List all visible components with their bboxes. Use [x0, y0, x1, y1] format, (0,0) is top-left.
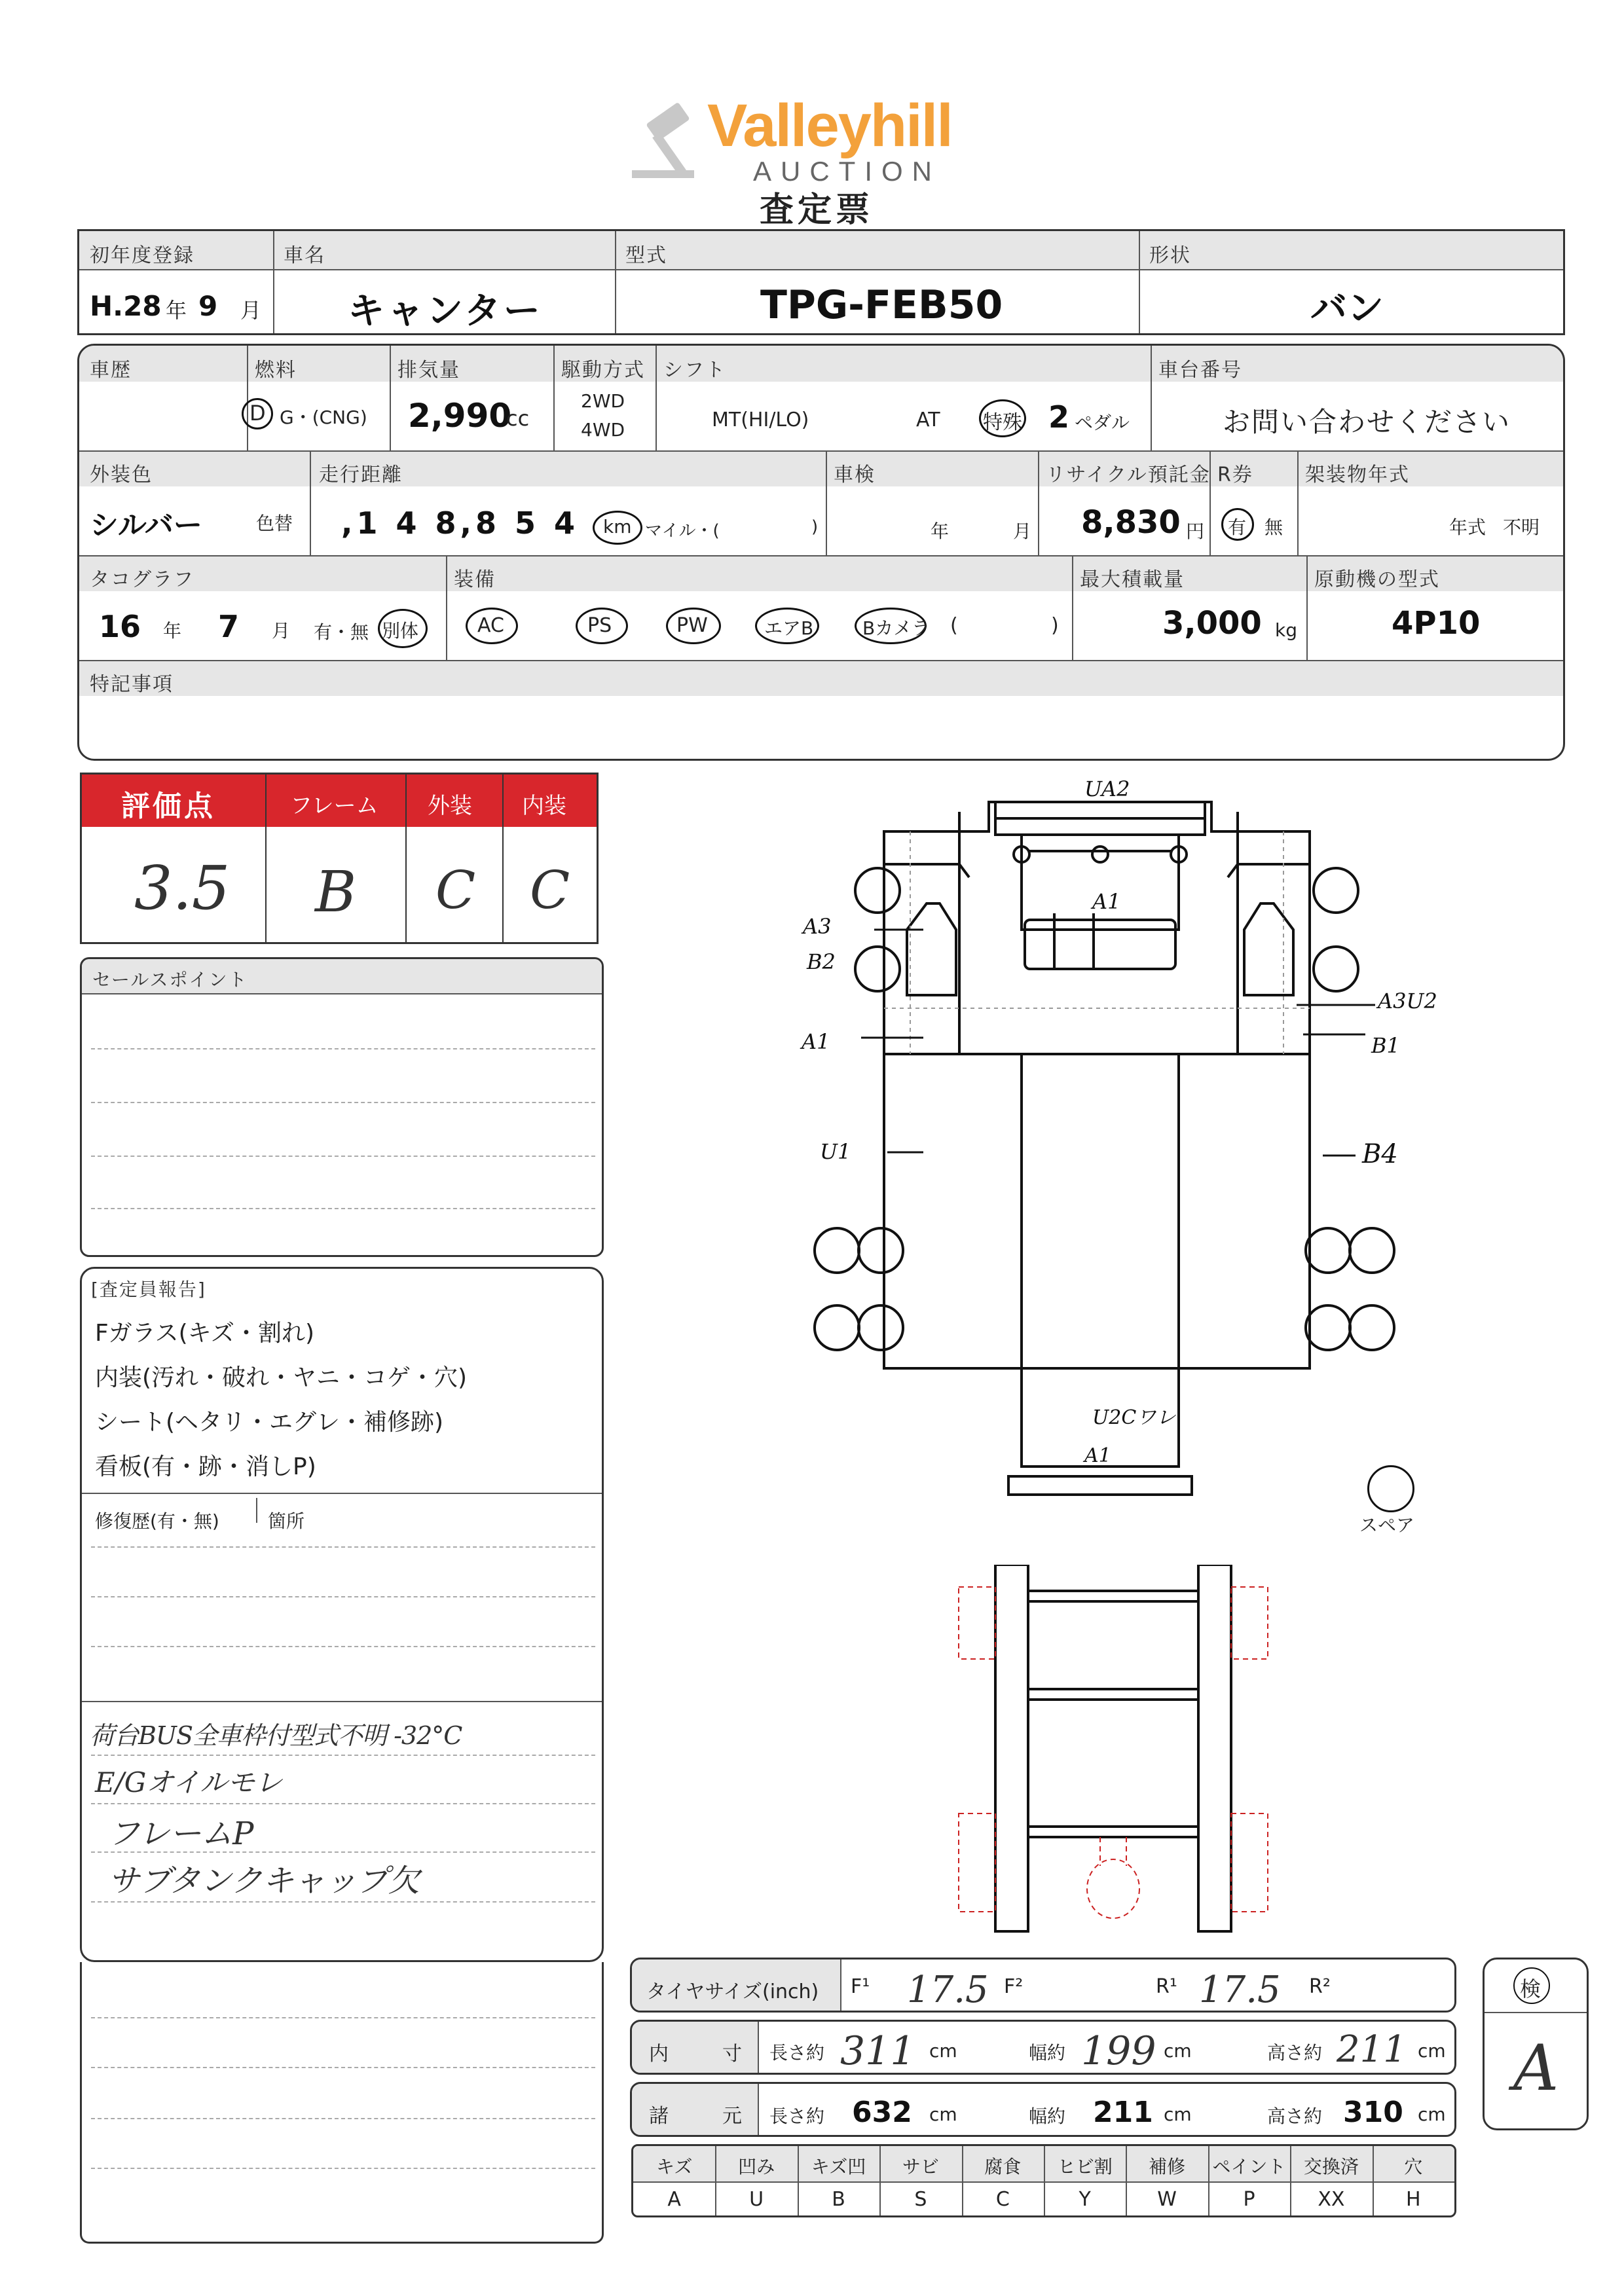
displacement-label: 排気量 — [397, 359, 460, 382]
body-year-unknown: 不明 — [1503, 517, 1540, 538]
equip-paren-close: ) — [1051, 614, 1059, 637]
vehicle-info-table — [77, 229, 1565, 335]
hand-note-1: 荷台BUS全車枠付型式不明 -32°C — [90, 1721, 462, 1750]
engine-label: 原動機の型式 — [1314, 568, 1440, 591]
inner-width-unit: cm — [1164, 2040, 1192, 2062]
car-name: キャンター — [348, 290, 543, 333]
repair-label: 修復歴(有・無) — [95, 1510, 219, 1532]
legend-name: ペイント — [1212, 2156, 1286, 2178]
tire-f1-label: F¹ — [851, 1975, 870, 1998]
equip-ps: PS — [587, 614, 612, 637]
body-shape: バン — [1310, 287, 1384, 330]
grade-label: 評価点 — [121, 790, 215, 823]
fuel-others: G・(CNG) — [280, 407, 367, 428]
legend-name: 交換済 — [1303, 2156, 1359, 2178]
dims-width-unit: cm — [1164, 2104, 1192, 2125]
dims-label-2: 元 — [722, 2105, 742, 2128]
inner-height-unit: cm — [1418, 2040, 1446, 2062]
mileage-value: ,1 4 8,8 5 4 — [341, 505, 580, 541]
inspector-box — [1483, 1958, 1589, 2130]
inspection-month: 月 — [1013, 520, 1032, 542]
vin-value: お問い合わせください — [1223, 406, 1511, 438]
rticket-yes: 有 — [1228, 517, 1247, 538]
notes-area — [80, 1962, 604, 2244]
shift-at: AT — [916, 409, 940, 431]
shift-label: シフト — [663, 359, 726, 382]
tacho-month: 7 — [218, 609, 240, 644]
damage-legend — [631, 2144, 1456, 2217]
displacement-value: 2,990 — [408, 397, 512, 435]
inner-width-value: 199 — [1081, 2028, 1156, 2074]
body-year-unit: 年式 — [1449, 517, 1486, 538]
first-reg-month: 9 — [198, 290, 218, 322]
body-year-label: 架装物年式 — [1305, 464, 1410, 486]
color-value: シルバー — [90, 509, 202, 542]
drive-4wd: 4WD — [581, 419, 625, 441]
frame-value: B — [315, 860, 357, 925]
mark-a3: A3 — [803, 914, 832, 939]
mark-a3u2: A3U2 — [1378, 989, 1437, 1013]
brand-name: Valleyhill — [707, 92, 952, 159]
dims-length-unit: cm — [929, 2104, 957, 2125]
engine-value: 4P10 — [1392, 605, 1481, 642]
report-label: [査定員報告] — [91, 1279, 206, 1300]
tacho-year: 16 — [99, 609, 141, 644]
maxload-value: 3,000 — [1162, 605, 1262, 642]
tire-f1-value: 17.5 — [907, 1969, 989, 2011]
model-code: TPG-FEB50 — [760, 282, 1003, 328]
mark-a1-cab: A1 — [1092, 889, 1121, 914]
tacho-month-unit: 月 — [272, 620, 291, 642]
tire-size-row — [630, 1958, 1456, 2013]
interior-value: C — [530, 860, 570, 920]
inspection-label: 車検 — [834, 464, 876, 486]
legend-name: キズ凹 — [811, 2156, 866, 2178]
inner-length-label: 長さ約 — [769, 2042, 825, 2064]
legend-code: XX — [1318, 2188, 1345, 2211]
fuel-label: 燃料 — [255, 359, 297, 382]
mark-b4: B4 — [1362, 1139, 1398, 1169]
report-line-glass: Fガラス(キズ・割れ) — [95, 1320, 314, 1347]
shift-mt: MT(HI/LO) — [712, 409, 809, 431]
report-line-sign: 看板(有・跡・消しP) — [95, 1453, 316, 1480]
brand-sub: AUCTION — [753, 156, 941, 187]
dims-width-label: 幅約 — [1029, 2105, 1066, 2127]
report-line-seat: シート(ヘタリ・エグレ・補修跡) — [95, 1409, 444, 1436]
spare-label: スペア — [1359, 1514, 1415, 1536]
spare-tire-icon — [1367, 1465, 1414, 1512]
inspector-mark: A — [1513, 2032, 1559, 2105]
name-label: 車名 — [284, 244, 325, 267]
equip-label: 装備 — [454, 568, 496, 591]
inner-height-value: 211 — [1337, 2028, 1407, 2071]
tire-r2-label: R² — [1309, 1975, 1331, 1998]
legend-name: 補修 — [1149, 2156, 1186, 2178]
history-label: 車歴 — [90, 359, 132, 382]
exterior-value: C — [435, 860, 476, 920]
mark-a1-rear: A1 — [1084, 1444, 1111, 1467]
shift-special: 特殊 — [983, 411, 1022, 434]
legend-code: C — [995, 2188, 1010, 2211]
notes-label: 特記事項 — [90, 673, 174, 696]
legend-name: サビ — [902, 2156, 939, 2178]
frame-diagram — [950, 1565, 1277, 1944]
first-reg-year-unit: 年 — [166, 298, 187, 323]
legend-code: Y — [1079, 2188, 1091, 2211]
color-change: 色替 — [256, 513, 293, 534]
dims-length-value: 632 — [852, 2096, 912, 2129]
dims-height-unit: cm — [1418, 2104, 1446, 2125]
legend-code: S — [914, 2188, 927, 2211]
legend-name: 腐食 — [984, 2156, 1022, 2178]
location-label: 箇所 — [268, 1510, 305, 1532]
pedal-count: 2 — [1048, 399, 1070, 435]
interior-label: 内装 — [522, 793, 566, 819]
fuel-diesel: D — [249, 401, 266, 426]
mark-ua2: UA2 — [1084, 776, 1130, 801]
tacho-label: タコグラフ — [90, 568, 194, 591]
tire-label: タイヤサイズ(inch) — [646, 1980, 819, 2003]
inner-label-1: 内 — [649, 2043, 669, 2066]
hand-note-3: フレームP — [108, 1815, 254, 1852]
recycle-value: 8,830 — [1081, 504, 1181, 541]
exterior-label: 外装 — [428, 793, 472, 819]
color-label: 外装色 — [90, 464, 153, 486]
mileage-km: km — [603, 516, 632, 538]
recycle-unit: 円 — [1186, 520, 1205, 542]
legend-code: U — [749, 2188, 764, 2211]
legend-name: 凹み — [738, 2156, 775, 2178]
spec-table — [77, 344, 1565, 761]
first-reg-label: 初年度登録 — [90, 244, 194, 267]
mark-u2c: U2Cワレ — [1092, 1406, 1176, 1429]
legend-code: B — [832, 2188, 845, 2211]
tire-f2-label: F² — [1004, 1975, 1024, 1998]
page-title: 査定票 — [760, 191, 874, 230]
dims-label-1: 諸 — [649, 2105, 669, 2128]
equip-pw: PW — [676, 614, 708, 637]
inspection-year: 年 — [931, 520, 950, 542]
sales-point-box — [80, 957, 604, 1257]
rticket-no: 無 — [1264, 517, 1283, 538]
mark-b2: B2 — [807, 949, 836, 974]
mileage-mile: マイル・( — [645, 521, 720, 541]
vin-label: 車台番号 — [1158, 359, 1242, 382]
inspector-report-box — [80, 1267, 604, 1962]
mark-u1: U1 — [820, 1139, 851, 1164]
pedal-unit: ペダル — [1075, 412, 1130, 433]
tire-r1-label: R¹ — [1156, 1975, 1177, 1998]
inner-length-value: 311 — [840, 2028, 915, 2074]
mark-b1: B1 — [1371, 1033, 1400, 1058]
tacho-options: 有・無 — [314, 621, 369, 643]
tire-r1-value: 17.5 — [1199, 1969, 1281, 2011]
equip-ac: AC — [477, 614, 504, 637]
mileage-close: ) — [811, 517, 819, 537]
legend-code: H — [1406, 2188, 1421, 2211]
hand-note-2: E/Gオイルモレ — [95, 1766, 283, 1798]
drive-2wd: 2WD — [581, 390, 625, 412]
sales-point-label: セールスポイント — [92, 969, 248, 991]
grade-box — [80, 773, 599, 944]
inner-dimension-row — [630, 2020, 1456, 2075]
shape-label: 形状 — [1149, 244, 1191, 267]
first-reg-era: H.28 — [90, 290, 162, 322]
inspector-label: 検 — [1520, 1977, 1541, 2001]
dims-height-value: 310 — [1343, 2096, 1403, 2129]
gavel-icon — [629, 92, 720, 183]
rticket-label: R券 — [1217, 464, 1253, 486]
dims-width-value: 211 — [1093, 2096, 1153, 2129]
inner-width-label: 幅約 — [1029, 2042, 1066, 2064]
tacho-year-unit: 年 — [163, 620, 182, 642]
model-label: 型式 — [625, 244, 667, 267]
legend-name: ヒビ割 — [1057, 2156, 1113, 2178]
dims-length-label: 長さ約 — [769, 2105, 825, 2127]
report-line-interior: 内装(汚れ・破れ・ヤニ・コゲ・穴) — [95, 1364, 468, 1391]
inner-label-2: 寸 — [722, 2043, 742, 2066]
maxload-label: 最大積載量 — [1080, 568, 1185, 591]
legend-name: キズ — [655, 2156, 693, 2178]
mileage-label: 走行距離 — [319, 464, 403, 486]
hand-note-4: サブタンクキャップ欠 — [108, 1863, 420, 1899]
tacho-separate: 別体 — [382, 620, 419, 642]
equip-camera: Bカメラ — [862, 617, 931, 639]
legend-code: W — [1157, 2188, 1177, 2211]
legend-code: A — [667, 2188, 681, 2211]
equip-airbag: エアB — [764, 617, 814, 639]
dims-height-label: 高さ約 — [1267, 2105, 1323, 2127]
inner-length-unit: cm — [929, 2040, 957, 2062]
drive-label: 駆動方式 — [561, 359, 645, 382]
legend-code: P — [1243, 2188, 1255, 2211]
brand-logo — [629, 92, 995, 196]
mark-a1-left: A1 — [802, 1029, 830, 1054]
frame-label: フレーム — [290, 793, 378, 819]
spec-dimension-row — [630, 2082, 1456, 2137]
equip-paren-open: ( — [950, 614, 958, 637]
grade-value: 3.5 — [134, 853, 231, 923]
recycle-label: リサイクル預託金 — [1046, 464, 1211, 486]
displacement-unit: cc — [506, 406, 530, 431]
legend-name: 穴 — [1404, 2156, 1423, 2178]
inner-height-label: 高さ約 — [1267, 2042, 1323, 2064]
maxload-unit: kg — [1275, 619, 1297, 641]
first-reg-month-unit: 月 — [240, 298, 262, 323]
